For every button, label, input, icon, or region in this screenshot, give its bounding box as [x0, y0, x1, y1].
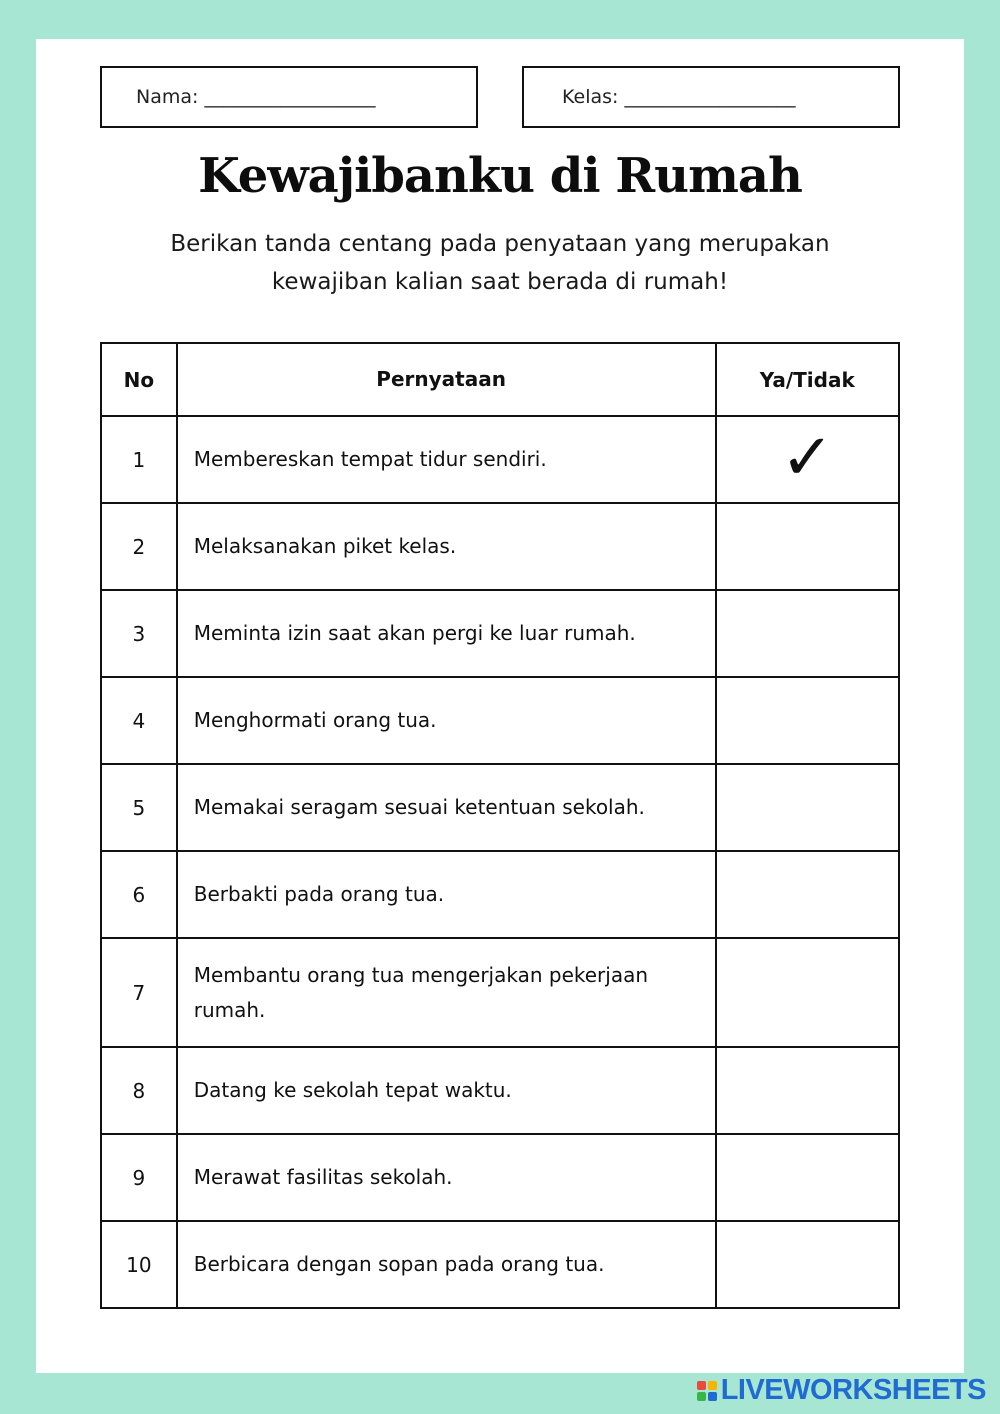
row-statement: Menghormati orang tua.: [177, 677, 716, 764]
statement-table: [100, 342, 900, 1309]
answer-cell[interactable]: [716, 416, 900, 503]
row-number: 10: [101, 1221, 177, 1308]
liveworksheets-brand[interactable]: [697, 1374, 986, 1407]
answer-cell[interactable]: [716, 764, 900, 851]
table-row: [101, 938, 899, 1047]
header-no: No: [101, 343, 177, 416]
name-label: Nama: __________________: [136, 86, 376, 108]
row-number: 7: [101, 938, 177, 1047]
checkmark-icon: ✓: [780, 420, 835, 495]
header-answer: Ya/Tidak: [716, 343, 900, 416]
row-statement: Membereskan tempat tidur sendiri.: [177, 416, 716, 503]
table-row: [101, 416, 899, 503]
row-number: 1: [101, 416, 177, 503]
row-number: 4: [101, 677, 177, 764]
row-statement: Meminta izin saat akan pergi ke luar rumah.: [177, 590, 716, 677]
brand-text: LIVEWORKSHEETS: [720, 1374, 986, 1406]
row-number: 6: [101, 851, 177, 938]
row-number: 5: [101, 764, 177, 851]
row-statement: Datang ke sekolah tepat waktu.: [177, 1047, 716, 1134]
answer-cell[interactable]: [716, 677, 900, 764]
header-statement: Pernyataan: [177, 343, 716, 416]
answer-cell[interactable]: [716, 1221, 900, 1308]
table-row: [101, 503, 899, 590]
row-statement: Berbicara dengan sopan pada orang tua.: [177, 1221, 716, 1308]
answer-cell[interactable]: [716, 851, 900, 938]
answer-cell[interactable]: [716, 1047, 900, 1134]
row-statement: Membantu orang tua mengerjakan pekerjaan rumah.: [177, 938, 716, 1047]
row-number: 9: [101, 1134, 177, 1221]
row-number: 8: [101, 1047, 177, 1134]
table-row: [101, 1221, 899, 1308]
name-field[interactable]: [100, 66, 478, 128]
row-number: 3: [101, 590, 177, 677]
row-statement: Memakai seragam sesuai ketentuan sekolah.: [177, 764, 716, 851]
table-row: [101, 1134, 899, 1221]
table-row: [101, 764, 899, 851]
table-row: [101, 851, 899, 938]
row-statement: Melaksanakan piket kelas.: [177, 503, 716, 590]
answer-cell[interactable]: [716, 590, 900, 677]
liveworksheets-logo-icon: [697, 1381, 717, 1401]
instruction-text: Berikan tanda centang pada penyataan yang merupakan kewajiban kalian saat berada di rumah!: [170, 231, 830, 295]
answer-cell[interactable]: [716, 1134, 900, 1221]
class-field[interactable]: [522, 66, 900, 128]
row-statement: Berbakti pada orang tua.: [177, 851, 716, 938]
table-row: [101, 1047, 899, 1134]
answer-cell[interactable]: [716, 503, 900, 590]
table-row: [101, 590, 899, 677]
table-header-row: [101, 343, 899, 416]
answer-cell[interactable]: [716, 938, 900, 1047]
row-statement: Merawat fasilitas sekolah.: [177, 1134, 716, 1221]
row-number: 2: [101, 503, 177, 590]
worksheet-title: Kewajibanku di Rumah: [198, 148, 802, 204]
table-row: [101, 677, 899, 764]
class-label: Kelas: __________________: [562, 86, 796, 108]
